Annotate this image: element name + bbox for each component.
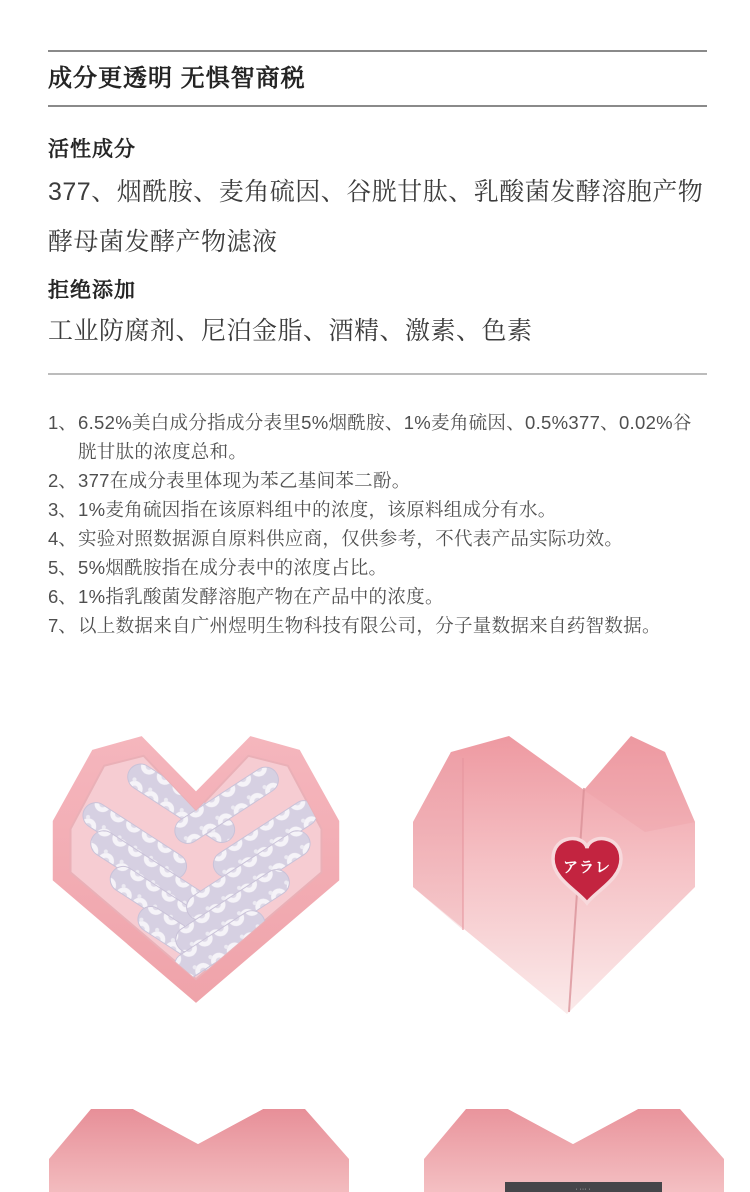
note-number: 7、 xyxy=(48,615,77,636)
product-images-row xyxy=(0,710,750,1040)
note-number: 6、 xyxy=(48,586,77,607)
page-title: 成分更透明 无惧智商税 xyxy=(48,65,306,92)
closed-box-left-panel xyxy=(413,752,463,930)
active-ingredients-line-1: 377、烟酰胺、麦角硫因、谷胱甘肽、乳酸菌发酵溶胞产物 xyxy=(48,178,704,206)
bottom-product-images-row xyxy=(0,1105,750,1192)
note-number: 5、 xyxy=(48,557,77,578)
bottom-left-heart-image xyxy=(45,1107,355,1192)
active-ingredients-heading: 活性成分 xyxy=(48,138,136,161)
no-additives-line: 工业防腐剂、尼泊金脂、酒精、激素、色素 xyxy=(48,317,533,345)
note-item-7 xyxy=(48,611,707,640)
header-rule-top xyxy=(48,50,707,52)
brand-badge-text: アラレ xyxy=(562,859,612,876)
note-item-5 xyxy=(48,553,707,582)
note-number: 1、 xyxy=(48,412,77,433)
info-section xyxy=(0,50,750,640)
note-item-1 xyxy=(48,408,707,466)
no-additives-heading: 拒绝添加 xyxy=(48,279,136,302)
note-number: 2、 xyxy=(48,470,77,491)
note-item-6 xyxy=(48,582,707,611)
note-item-2 xyxy=(48,466,707,495)
product-label-text: · ··· · xyxy=(575,1186,591,1192)
note-number: 3、 xyxy=(48,499,77,520)
note-text: 1%指乳酸菌发酵溶胞产物在产品中的浓度。 xyxy=(78,586,444,607)
disclaimer-list xyxy=(48,408,707,640)
note-item-4 xyxy=(48,524,707,553)
active-ingredients-line-2: 酵母菌发酵产物滤液 xyxy=(48,228,278,256)
note-text: 6.52%美白成分指成分表里5%烟酰胺、1%麦角硫因、0.5%377、0.02%谷胱甘肽的浓度总和。 xyxy=(78,412,692,462)
section-divider xyxy=(48,373,707,375)
note-item-3 xyxy=(48,495,707,524)
note-text: 实验对照数据源自原料供应商，仅供参考，不代表产品实际功效。 xyxy=(78,528,624,549)
product-detail-page xyxy=(0,50,750,1192)
open-heart-box-image xyxy=(33,720,359,1012)
header-rule-bottom xyxy=(48,105,707,107)
note-number: 4、 xyxy=(48,528,77,549)
closed-heart-box-image xyxy=(398,722,710,1022)
bottom-right-heart-image xyxy=(420,1107,730,1192)
note-text: 1%麦角硫因指在该原料组中的浓度，该原料组成分有水。 xyxy=(78,499,557,520)
note-text: 5%烟酰胺指在成分表中的浓度占比。 xyxy=(78,557,388,578)
note-text: 377在成分表里体现为苯乙基间苯二酚。 xyxy=(78,470,411,491)
note-text: 以上数据来自广州煜明生物科技有限公司，分子量数据来自药智数据。 xyxy=(78,615,661,636)
